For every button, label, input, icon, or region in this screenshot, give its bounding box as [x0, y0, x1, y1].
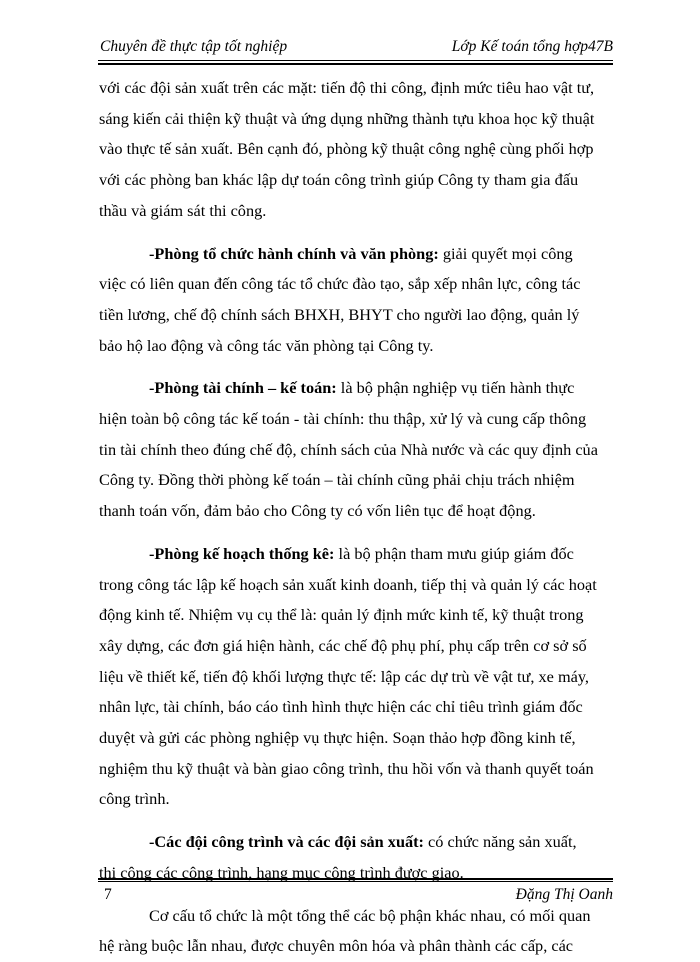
section-title: -Các đội công trình và các đội sản xuất:	[149, 832, 424, 852]
line: là bộ phận nghiệp vụ tiến hành thực	[336, 378, 575, 398]
line: tiền lương, chế độ chính sách BHXH, BHYT cho người lao động, quản lý	[99, 304, 580, 324]
line: việc có liên quan đến công tác tổ chức đào tạo, sắp xếp nhân lực, công tác	[99, 274, 581, 294]
line: tin tài chính theo đúng chế độ, chính sách của Nhà nước và các quy định của	[99, 439, 598, 459]
section-title: -Phòng tổ chức hành chính và văn phòng:	[149, 243, 439, 263]
line: sáng kiến cải thiện kỹ thuật và ứng dụng những thành tựu khoa học kỹ thuật	[99, 108, 595, 128]
section-title: -Phòng kế hoạch thống kê:	[149, 543, 335, 563]
line: nhân lực, tài chính, báo cáo tình hình thực hiện các chỉ tiêu trình giám đốc	[99, 697, 583, 717]
footer-rule	[98, 881, 613, 882]
line: Công ty. Đồng thời phòng kế toán – tài chính cũng phải chịu trách nhiệm	[99, 470, 575, 490]
line: xây dựng, các đơn giá hiện hành, các chế độ phụ phí, phụ cấp trên cơ sở số	[99, 635, 587, 655]
header-rule-thick	[98, 63, 613, 65]
line: duyệt và gửi các phòng nghiệp vụ thực hiện. Soạn thảo hợp đồng kinh tế,	[99, 728, 576, 748]
line: nghiệm thu kỹ thuật và bàn giao công trình, thu hồi vốn và thanh quyết toán	[99, 758, 594, 778]
line: công trình.	[99, 789, 170, 809]
line: thi công các công trình, hạng mục công trình được giao.	[99, 862, 464, 882]
line: với các phòng ban khác lập dự toán công trình giúp Công ty tham gia đấu	[99, 170, 579, 190]
footer-author: Đặng Thị Oanh	[515, 886, 613, 903]
line: Cơ cấu tổ chức là một tổng thể các bộ phận khác nhau, có mối quan	[149, 905, 591, 925]
page-number: 7	[104, 886, 112, 903]
document-body	[99, 73, 613, 962]
line: bảo hộ lao động và công tác văn phòng tại Công ty.	[99, 335, 434, 355]
line: thầu và giám sát thi công.	[99, 200, 267, 220]
line: thanh toán vốn, đảm bảo cho Công ty có vốn liên tục để hoạt động.	[99, 501, 536, 521]
header-rule	[98, 60, 613, 61]
header-class: Lớp Kế toán tổng hợp47B	[451, 38, 613, 55]
paragraph-intro	[99, 73, 613, 227]
paragraph-planning	[99, 539, 613, 815]
line: giải quyết mọi công	[438, 243, 573, 263]
line: hiện toàn bộ công tác kế toán - tài chính: thu thập, xử lý và cung cấp thông	[99, 409, 587, 429]
paragraph-finance	[99, 373, 613, 527]
paragraph-structure	[99, 901, 613, 962]
line: vào thực tế sản xuất. Bên cạnh đó, phòng kỹ thuật công nghệ cùng phối hợp	[99, 139, 594, 159]
line: động kinh tế. Nhiệm vụ cụ thể là: quản lý định mức kinh tế, kỹ thuật trong	[99, 605, 584, 625]
footer-rule-thick	[98, 878, 613, 880]
paragraph-hr-office	[99, 239, 613, 362]
line: hệ ràng buộc lẫn nhau, được chuyên môn hóa và phân thành các cấp, các	[99, 936, 574, 956]
line: trong công tác lập kế hoạch sản xuất kinh doanh, tiếp thị và quản lý các hoạt	[99, 574, 597, 594]
line: là bộ phận tham mưu giúp giám đốc	[334, 543, 574, 563]
line: với các đội sản xuất trên các mặt: tiến độ thi công, định mức tiêu hao vật tư,	[99, 78, 595, 97]
line: có chức năng sản xuất,	[423, 832, 577, 852]
page-footer	[98, 886, 613, 908]
section-title: -Phòng tài chính – kế toán:	[149, 378, 337, 398]
page-header	[98, 38, 613, 60]
header-title: Chuyên đề thực tập tốt nghiệp	[100, 38, 288, 55]
line: liệu về thiết kế, tiến độ khối lượng thực tế: lập các dự trù về vật tư, xe máy,	[99, 666, 589, 686]
